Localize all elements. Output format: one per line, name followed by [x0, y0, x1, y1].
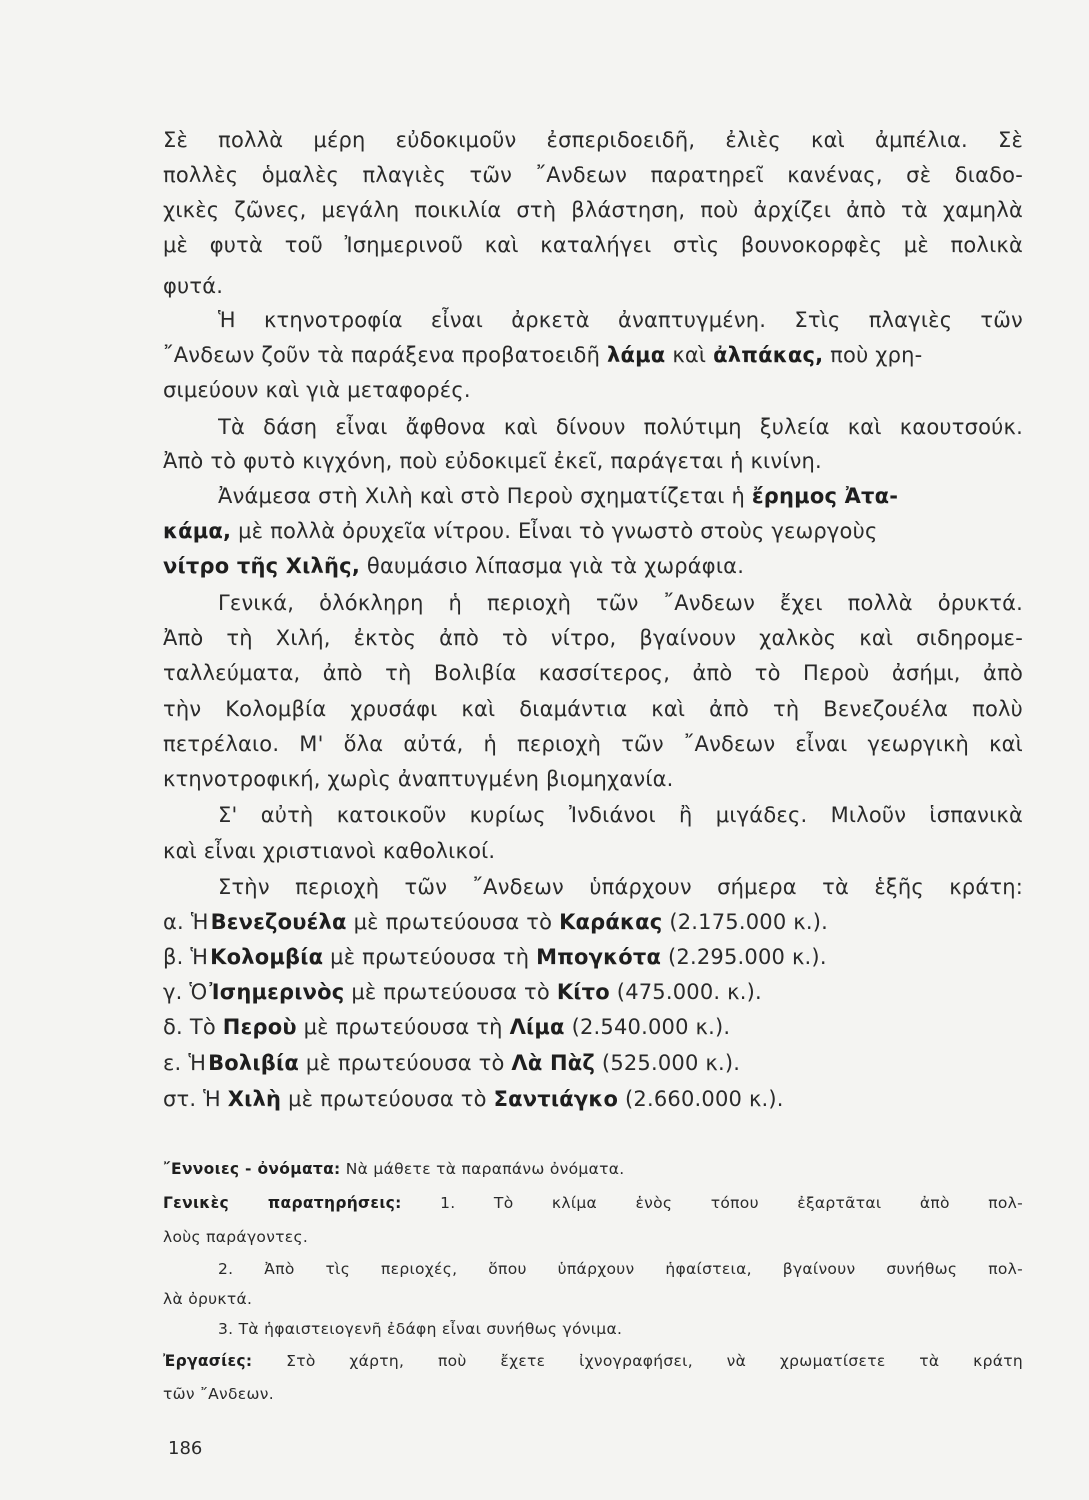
tasks-note-cont: τῶν ῎Ανδεων. — [163, 1385, 274, 1403]
general-note-2-cont: λὰ ὀρυκτά. — [163, 1290, 253, 1308]
capital-name: Σαντιάγκο — [493, 1087, 619, 1111]
text-span: ῎Ανδεων ζοῦν τὰ παράξενα προβατοειδῆ — [163, 343, 601, 367]
text-span: ποὺ χρη- — [830, 343, 923, 367]
capital-name: Μπογκότα — [536, 945, 662, 969]
population: (2.175.000 κ.). — [669, 910, 828, 934]
text-span: μὲ πρωτεύουσα τὴ — [330, 945, 530, 969]
term-atakama: ἔρημος Ἀτα- — [751, 484, 899, 508]
term-lama: λάμα — [607, 343, 666, 367]
text-line: πολλὲς ὁμαλὲς πλαγιὲς τῶν ῎Ανδεων παρατηρεῖ κανένας, σὲ διαδο- — [163, 163, 1023, 187]
text-span: μὲ πολλὰ ὀρυχεῖα νίτρου. Εἶναι τὸ γνωστὸ στοὺς γεωργοὺς — [238, 519, 878, 543]
text-line: φυτά. — [163, 274, 224, 298]
item-mark: α. — [163, 910, 184, 934]
text-line: Γενικά, ὁλόκληρη ἡ περιοχὴ τῶν ῎Ανδεων ἔχει πολλὰ ὀρυκτά. — [218, 591, 1023, 615]
state-item — [163, 1048, 1023, 1078]
country-name: Βολιβία — [208, 1051, 300, 1075]
population: (2.660.000 κ.). — [625, 1087, 784, 1111]
text-line: Τὰ δάση εἶναι ἄφθονα καὶ δίνουν πολύτιμη ξυλεία καὶ καουτσούκ. — [218, 415, 1023, 439]
text-line: Ἡ κτηνοτροφία εἶναι ἀρκετὰ ἀναπτυγμένη. Στὶς πλαγιὲς τῶν — [218, 308, 1023, 332]
term-atakama-cont: κάμα, — [163, 519, 232, 543]
text-line: Στὴν περιοχὴ τῶν ῎Ανδεων ὑπάρχουν σήμερα τὰ ἑξῆς κράτη: — [218, 875, 1023, 899]
general-note-1 — [163, 1192, 1023, 1214]
country-name: Κολομβία — [210, 945, 324, 969]
text-line: χικὲς ζῶνες, μεγάλη ποικιλία στὴ βλάστηση, ποὺ ἀρχίζει ἀπὸ τὰ χαμηλὰ — [163, 198, 1023, 222]
capital-name: Κίτο — [556, 980, 610, 1004]
state-item — [163, 907, 1023, 937]
text-span: μὲ πρωτεύουσα τὸ — [288, 1087, 487, 1111]
article: Ὁ — [189, 980, 208, 1004]
country-name: Ἰσημερινὸς — [209, 980, 345, 1004]
text-span: μὲ πρωτεύουσα τὸ — [305, 1051, 505, 1075]
population: (2.540.000 κ.). — [571, 1015, 731, 1039]
text-line — [163, 340, 1023, 370]
country-name: Χιλὴ — [227, 1087, 282, 1111]
item-mark: δ. — [163, 1015, 183, 1039]
text-span: μὲ πρωτεύουσα τὸ — [353, 910, 553, 934]
population: (2.295.000 κ.). — [668, 945, 827, 969]
item-mark: β. — [163, 945, 184, 969]
concepts-label: ῎Εννοιες - ὀνόματα: — [163, 1160, 341, 1178]
text-line: κτηνοτροφική, χωρὶς ἀναπτυγμένη βιομηχανία. — [163, 767, 674, 791]
state-item — [163, 1012, 1023, 1042]
capital-name: Καράκας — [559, 910, 663, 934]
capital-name: Λὰ Πὰζ — [511, 1051, 596, 1075]
article: Ἡ — [188, 1051, 207, 1075]
article: Ἡ — [190, 945, 209, 969]
text-span: Ἀνάμεσα στὴ Χιλὴ καὶ στὸ Περοὺ σχηματίζεται ἡ — [218, 484, 745, 508]
text-line: τὴν Κολομβία χρυσάφι καὶ διαμάντια καὶ ἀπὸ τὴ Βενεζουέλα πολὺ — [163, 697, 1023, 721]
state-item — [163, 977, 1023, 1007]
term-alpakas: ἀλπάκας, — [713, 343, 824, 367]
text-span: μὲ πρωτεύουσα τὴ — [303, 1015, 503, 1039]
text-line — [218, 481, 1023, 511]
text-span: μὲ πρωτεύουσα τὸ — [351, 980, 550, 1004]
general-label: Γενικὲς παρατηρήσεις: — [163, 1194, 402, 1212]
text-line: Σὲ πολλὰ μέρη εὐδοκιμοῦν ἐσπεριδοειδῆ, ἐλιὲς καὶ ἀμπέλια. Σὲ — [163, 128, 1023, 152]
general-note-3: 3. Τὰ ἡφαιστειογενῆ ἐδάφη εἶναι συνήθως γόνιμα. — [218, 1320, 623, 1338]
item-mark: ε. — [163, 1051, 182, 1075]
tasks-text: Στὸ χάρτη, ποὺ ἔχετε ἰχνογραφήσει, νὰ χρωματίσετε τὰ κράτη — [286, 1352, 1023, 1370]
state-item — [163, 1084, 1023, 1114]
item-mark: γ. — [163, 980, 183, 1004]
text-line: σιμεύουν καὶ γιὰ μεταφορές. — [163, 378, 471, 402]
text-line: μὲ φυτὰ τοῦ Ἰσημερινοῦ καὶ καταλήγει στὶς βουνοκορφὲς μὲ πολικὰ — [163, 233, 1023, 257]
text-line: Ἀπὸ τὸ φυτὸ κιγχόνη, ποὺ εὐδοκιμεῖ ἐκεῖ, παράγεται ἡ κινίνη. — [163, 449, 822, 473]
general-text: 1. Τὸ κλίμα ἑνὸς τόπου ἐξαρτᾶται ἀπὸ πολ- — [440, 1194, 1023, 1212]
text-line: ταλλεύματα, ἀπὸ τὴ Βολιβία κασσίτερος, ἀπὸ τὸ Περοὺ ἀσήμι, ἀπὸ — [163, 661, 1023, 685]
population: (475.000. κ.). — [616, 980, 762, 1004]
text-line — [163, 551, 1023, 581]
general-note-1-cont: λοὺς παράγοντες. — [163, 1228, 309, 1246]
population: (525.000 κ.). — [601, 1051, 741, 1075]
page-number: 186 — [168, 1438, 203, 1459]
article: Ἡ — [203, 1087, 221, 1111]
text-line: Ἀπὸ τὴ Χιλή, ἐκτὸς ἀπὸ τὸ νίτρο, βγαίνουν χαλκὸς καὶ σιδηρομε- — [163, 626, 1023, 650]
text-line: Σ' αὐτὴ κατοικοῦν κυρίως Ἰνδιάνοι ἢ μιγάδες. Μιλοῦν ἱσπανικὰ — [218, 803, 1023, 827]
term-nitro-chile: νίτρο τῆς Χιλῆς, — [163, 554, 361, 578]
concepts-text: Νὰ μάθετε τὰ παραπάνω ὀνόματα. — [345, 1160, 625, 1178]
concepts-note — [163, 1158, 1023, 1180]
article: Τὸ — [189, 1015, 216, 1039]
item-mark: στ. — [163, 1087, 197, 1111]
text-line: καὶ εἶναι χριστιανοὶ καθολικοί. — [163, 839, 496, 863]
tasks-label: Ἐργασίες: — [163, 1352, 253, 1370]
text-line: πετρέλαιο. Μ' ὅλα αὐτά, ἡ περιοχὴ τῶν ῎Ανδεων εἶναι γεωργικὴ καὶ — [163, 732, 1023, 756]
state-item — [163, 942, 1023, 972]
text-span: θαυμάσιο λίπασμα γιὰ τὰ χωράφια. — [366, 554, 745, 578]
capital-name: Λίμα — [509, 1015, 565, 1039]
tasks-note — [163, 1350, 1023, 1372]
country-name: Βενεζουέλα — [210, 910, 347, 934]
article: Ἡ — [190, 910, 209, 934]
text-span: καὶ — [672, 343, 707, 367]
text-line — [163, 516, 1023, 546]
country-name: Περοὺ — [222, 1015, 297, 1039]
general-note-2: 2. Ἀπὸ τὶς περιοχές, ὅπου ὑπάρχουν ἡφαίστεια, βγαίνουν συνήθως πολ- — [218, 1260, 1023, 1278]
